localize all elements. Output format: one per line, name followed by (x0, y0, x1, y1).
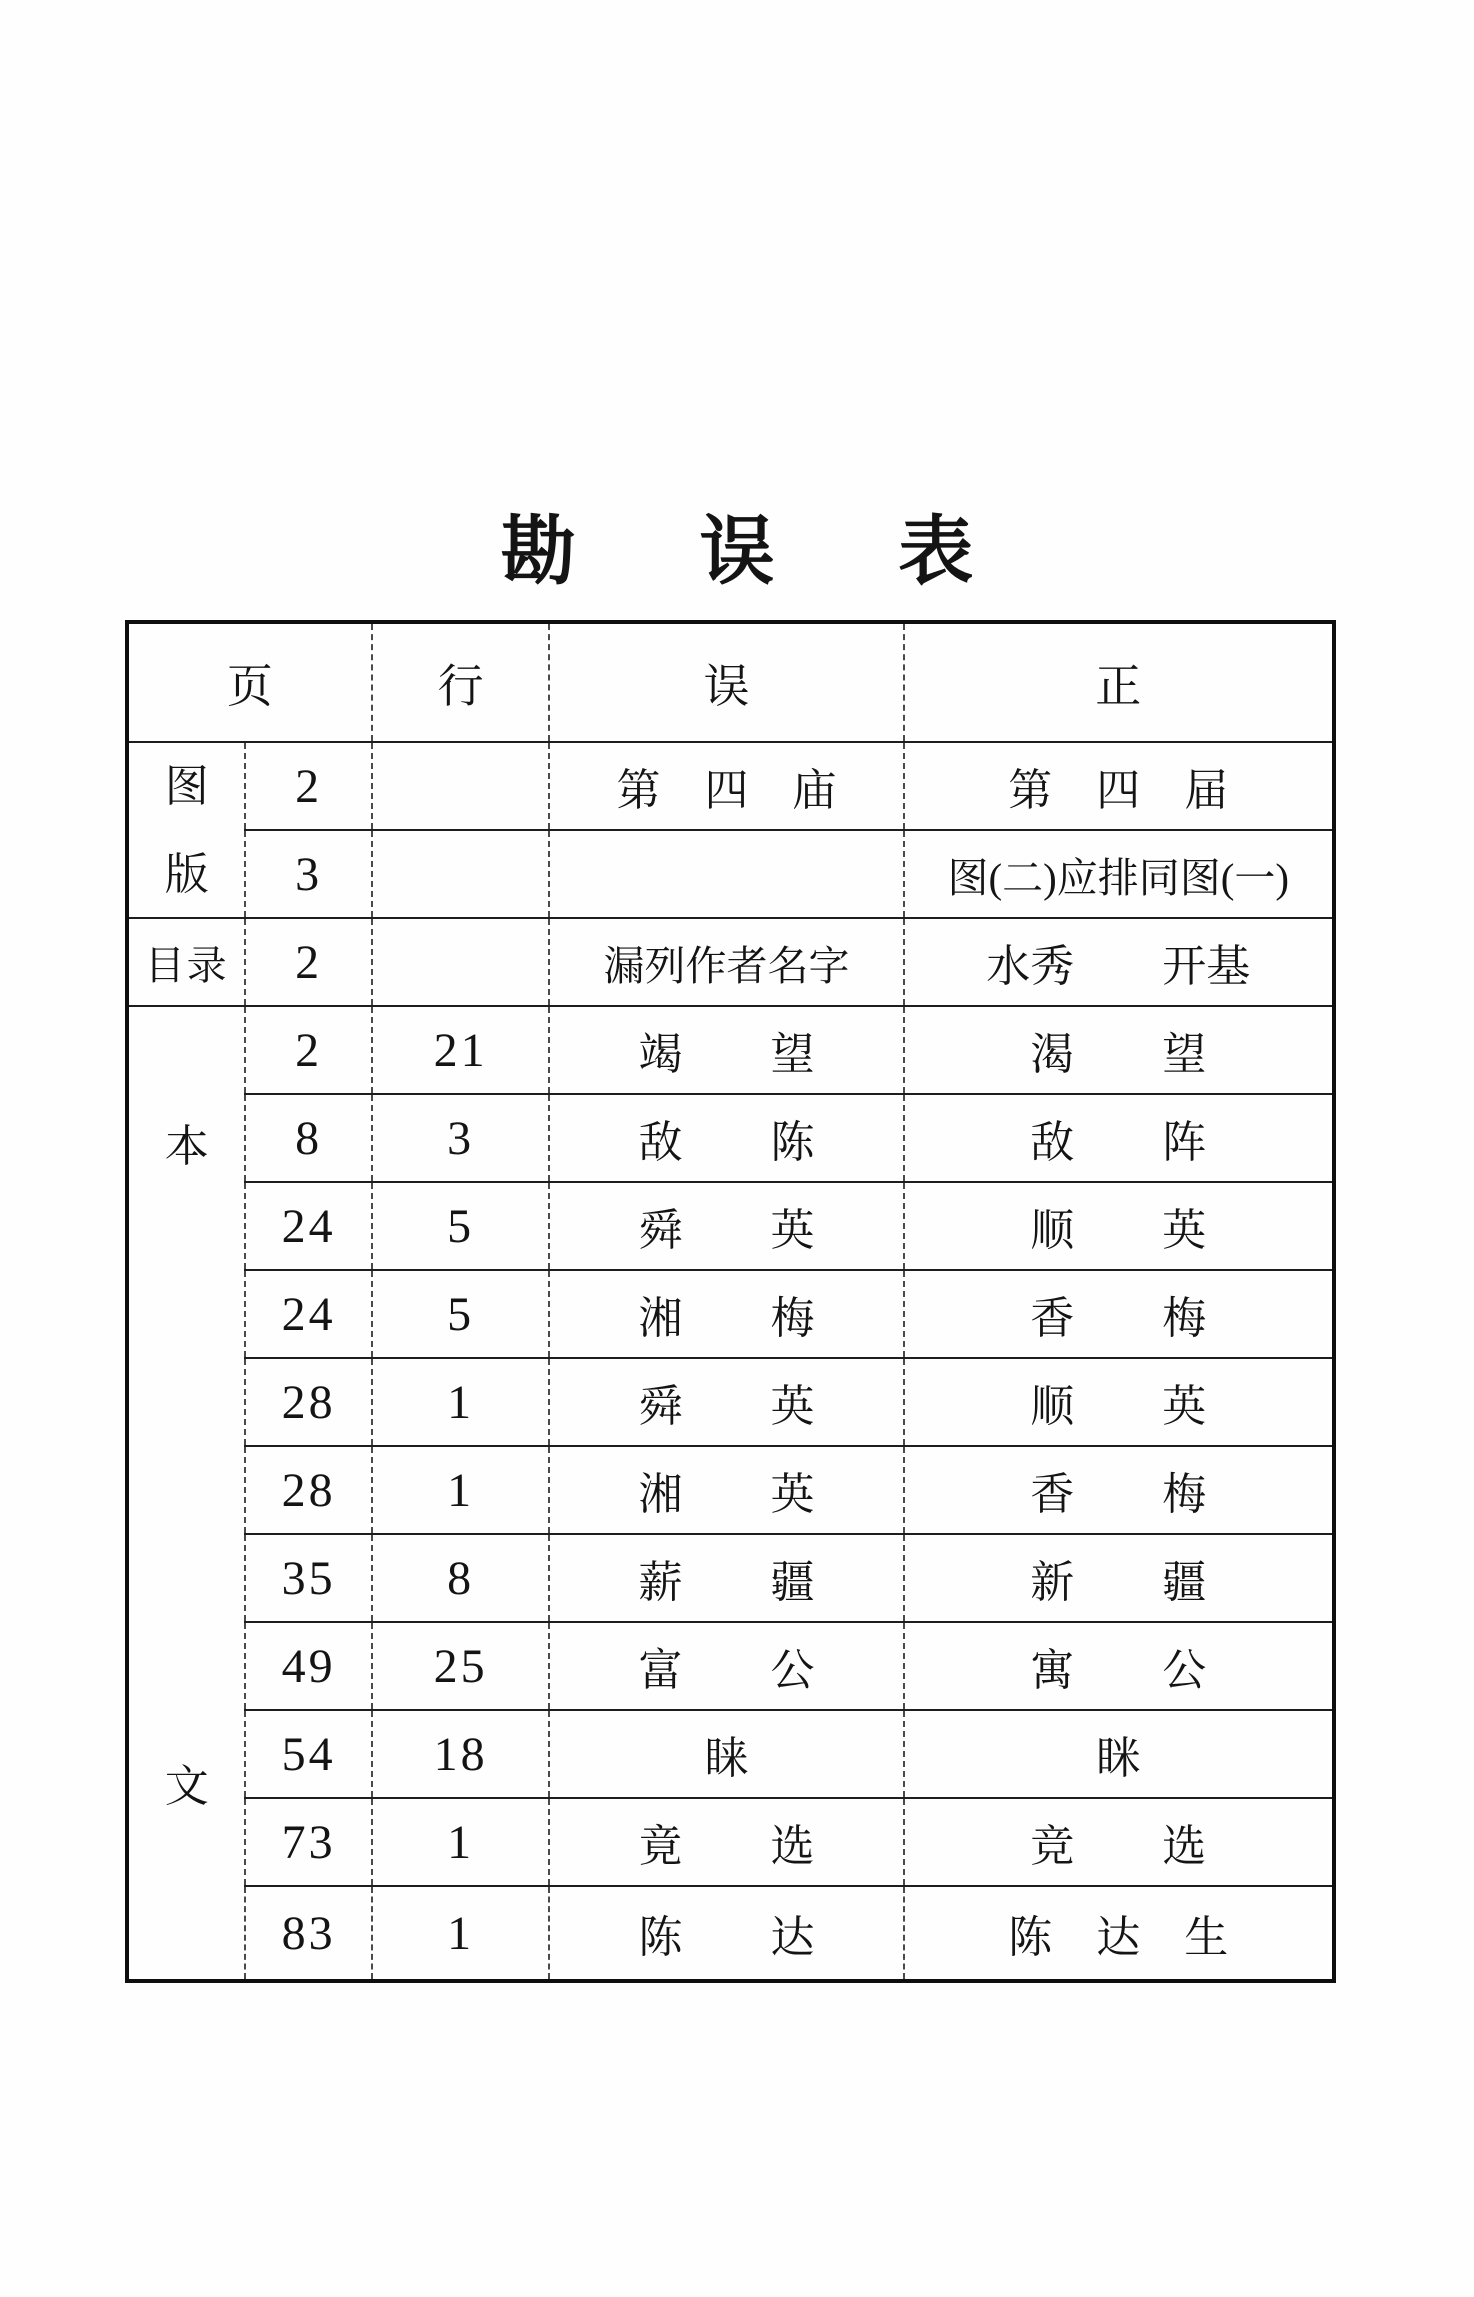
page-number-cell: 3 (245, 830, 371, 918)
wrong-text-cell: 湘 梅 (549, 1270, 903, 1358)
col-header-line: 行 (372, 622, 550, 742)
col-header-page: 页 (127, 622, 372, 742)
correct-text-cell: 寓 公 (904, 1622, 1334, 1710)
line-number-cell: 18 (372, 1710, 550, 1798)
correct-text-cell: 陈 达 生 (904, 1886, 1334, 1981)
line-number-cell: 1 (372, 1358, 550, 1446)
correct-text-cell: 香 梅 (904, 1446, 1334, 1534)
page-number-cell: 2 (245, 918, 371, 1006)
table-row (127, 1358, 1334, 1446)
page-number-cell: 35 (245, 1534, 371, 1622)
page-number-cell: 2 (245, 742, 371, 830)
page-title: 勘误表 (500, 511, 1097, 594)
wrong-text-cell (549, 830, 903, 918)
section-char: 图 (164, 762, 209, 811)
correct-text-cell: 竞 选 (904, 1798, 1334, 1886)
page-number-cell: 24 (245, 1270, 371, 1358)
correct-text-cell: 图(二)应排同图(一) (904, 830, 1334, 918)
wrong-text-cell: 第 四 庙 (549, 742, 903, 830)
table-row (127, 1622, 1334, 1710)
wrong-text-cell: 睐 (549, 1710, 903, 1798)
page-number-cell: 8 (245, 1094, 371, 1182)
correct-text-cell: 顺 英 (904, 1182, 1334, 1270)
wrong-text-cell: 舜 英 (549, 1358, 903, 1446)
correct-text-cell: 水秀 开基 (904, 918, 1334, 1006)
line-number-cell: 1 (372, 1886, 550, 1981)
correct-text-cell: 顺 英 (904, 1358, 1334, 1446)
page-number-cell: 28 (245, 1358, 371, 1446)
correct-text-cell: 眯 (904, 1710, 1334, 1798)
line-number-cell: 5 (372, 1270, 550, 1358)
section-char: 文 (164, 1762, 209, 1811)
page-number-cell: 73 (245, 1798, 371, 1886)
table-row (127, 1446, 1334, 1534)
table-row (127, 1270, 1334, 1358)
line-number-cell (372, 830, 550, 918)
line-number-cell (372, 742, 550, 830)
table-row (127, 742, 1334, 830)
wrong-text-cell: 陈 达 (549, 1886, 903, 1981)
correct-text-cell: 新 疆 (904, 1534, 1334, 1622)
table-row (127, 1006, 1334, 1094)
wrong-text-cell: 敌 陈 (549, 1094, 903, 1182)
page-number-cell: 24 (245, 1182, 371, 1270)
section-label-body (127, 1006, 245, 1981)
table-header-row (127, 622, 1334, 742)
wrong-text-cell: 舜 英 (549, 1182, 903, 1270)
section-label-contents: 目录 (127, 918, 245, 1006)
table-row (127, 1094, 1334, 1182)
correct-text-cell: 第 四 届 (904, 742, 1334, 830)
page-number-cell: 54 (245, 1710, 371, 1798)
errata-table (125, 620, 1336, 1983)
table-row (127, 1886, 1334, 1981)
col-header-correct: 正 (904, 622, 1334, 742)
table-row (127, 830, 1334, 918)
page-number-cell: 83 (245, 1886, 371, 1981)
section-label-plates (127, 742, 245, 918)
wrong-text-cell: 湘 英 (549, 1446, 903, 1534)
wrong-text-cell: 富 公 (549, 1622, 903, 1710)
wrong-text-cell: 竭 望 (549, 1006, 903, 1094)
page-number-cell: 49 (245, 1622, 371, 1710)
wrong-text-cell: 竟 选 (549, 1798, 903, 1886)
col-header-wrong: 误 (549, 622, 903, 742)
line-number-cell: 3 (372, 1094, 550, 1182)
page-number-cell: 2 (245, 1006, 371, 1094)
line-number-cell: 8 (372, 1534, 550, 1622)
line-number-cell: 1 (372, 1798, 550, 1886)
table-row (127, 1798, 1334, 1886)
line-number-cell: 1 (372, 1446, 550, 1534)
line-number-cell: 5 (372, 1182, 550, 1270)
line-number-cell: 25 (372, 1622, 550, 1710)
correct-text-cell: 敌 阵 (904, 1094, 1334, 1182)
line-number-cell: 21 (372, 1006, 550, 1094)
section-char: 本 (164, 1122, 209, 1171)
table-row (127, 918, 1334, 1006)
wrong-text-cell: 漏列作者名字 (549, 918, 903, 1006)
section-char: 版 (164, 850, 209, 899)
table-row (127, 1182, 1334, 1270)
correct-text-cell: 渴 望 (904, 1006, 1334, 1094)
wrong-text-cell: 薪 疆 (549, 1534, 903, 1622)
correct-text-cell: 香 梅 (904, 1270, 1334, 1358)
table-row (127, 1710, 1334, 1798)
page-number-cell: 28 (245, 1446, 371, 1534)
line-number-cell (372, 918, 550, 1006)
table-row (127, 1534, 1334, 1622)
